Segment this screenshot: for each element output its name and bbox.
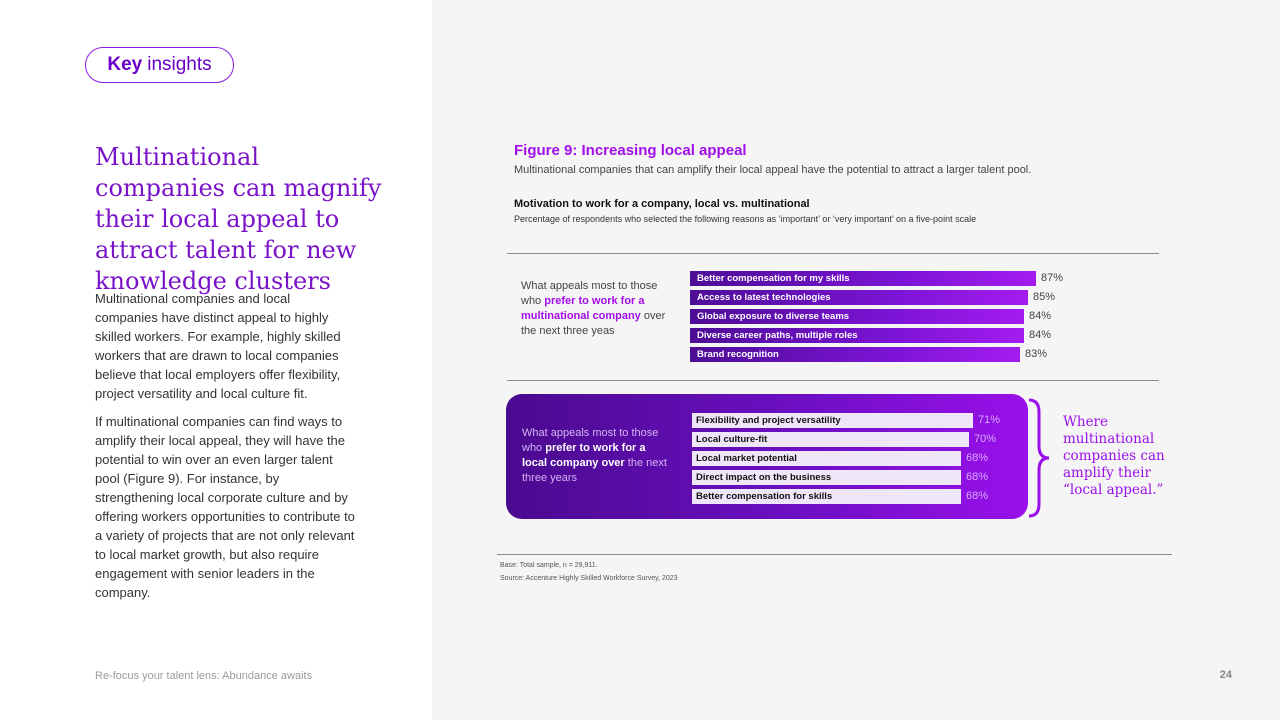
group1-label-highlight: prefer to work for a multinational company <box>521 295 645 322</box>
bar-value-label: 68% <box>966 471 989 483</box>
body-paragraph-1: Multinational companies and local companies have distinct appeal to highly skilled workers. For example, highly skilled workers that are drawn to local companies believe that local employers offer flexibility, project versatility and local culture fit. <box>95 291 341 401</box>
group1-label-pre: What appeals most to those who <box>521 280 658 307</box>
bar: Better compensation for skills <box>692 489 961 504</box>
badge-bold-text: Key <box>107 54 143 75</box>
bar-value-label: 84% <box>1029 329 1052 341</box>
key-insights-badge <box>85 47 234 83</box>
local-group-label <box>522 426 672 486</box>
bar-value-label: 85% <box>1033 291 1056 303</box>
badge-text: insights <box>147 54 212 75</box>
bar-row <box>690 309 1069 324</box>
bar-value-label: 87% <box>1041 272 1064 284</box>
multinational-group-label <box>521 279 671 339</box>
bar-row <box>690 290 1073 305</box>
bar-row <box>690 347 1065 362</box>
bar: Local market potential <box>692 451 961 466</box>
bar: Brand recognition <box>690 347 1020 362</box>
bar: Flexibility and project versatility <box>692 413 973 428</box>
bar-value-label: 84% <box>1029 310 1052 322</box>
figure-subtitle: Multinational companies that can amplify their local appeal have the potential to attract a larger talent pool. <box>514 164 1032 176</box>
bar: Local culture-fit <box>692 432 969 447</box>
bar: Better compensation for my skills <box>690 271 1036 286</box>
figure-title: Figure 9: Increasing local appeal <box>514 142 747 159</box>
source-note: Source: Accenture Highly Skilled Workforce Survey, 2023 <box>500 575 678 582</box>
bar: Global exposure to diverse teams <box>690 309 1024 324</box>
chart-title: Motivation to work for a company, local vs. multinational <box>514 198 810 210</box>
bar-value-label: 68% <box>966 452 989 464</box>
bar-row <box>692 489 1006 504</box>
bar-value-label: 71% <box>978 414 1001 426</box>
bar-row <box>690 328 1069 343</box>
bar-row <box>692 451 1006 466</box>
bar: Direct impact on the business <box>692 470 961 485</box>
base-note: Base: Total sample, n = 29,911. <box>500 562 598 569</box>
bar-value-label: 70% <box>974 433 997 445</box>
divider-middle <box>507 380 1159 381</box>
footer-title: Re-focus your talent lens: Abundance awaits <box>95 670 313 682</box>
group2-label-highlight: prefer to work for a local company over <box>522 442 646 469</box>
callout-text: Where multinational companies can amplify their “local appeal.” <box>1063 414 1165 498</box>
bar-row <box>692 413 1018 428</box>
chart-subtitle: Percentage of respondents who selected the following reasons as ‘important’ or ‘very important’ on a five-point scale <box>514 214 977 224</box>
bar-value-label: 68% <box>966 490 989 502</box>
bar: Diverse career paths, multiple roles <box>690 328 1024 343</box>
bar-row <box>692 432 1014 447</box>
bar-row <box>692 470 1006 485</box>
group2-label-pre: What appeals most to those who <box>522 427 659 454</box>
bar-row <box>690 271 1081 286</box>
group2-label-post: the next three years <box>522 457 667 484</box>
bar: Access to latest technologies <box>690 290 1028 305</box>
page-headline: Multinational companies can magnify their local appeal to attract talent for new knowledge clusters <box>95 143 382 295</box>
bar-value-label: 83% <box>1025 348 1048 360</box>
page-number: 24 <box>1219 669 1232 681</box>
divider-bottom <box>497 554 1172 555</box>
callout-brace <box>1027 398 1051 518</box>
group1-label-post: over the next three yeas <box>521 310 666 337</box>
left-panel <box>0 0 432 720</box>
divider-top <box>507 253 1159 254</box>
body-paragraph-2: If multinational companies can find ways to amplify their local appeal, they will have the potential to win over an even larger talent pool (Figure 9). For instance, by strengthening local corporate culture and by offering workers opportunities to contribute to a variety of projects that are not only relevant to local market growth, but also require engagement with senior leaders in the company. <box>95 414 355 600</box>
